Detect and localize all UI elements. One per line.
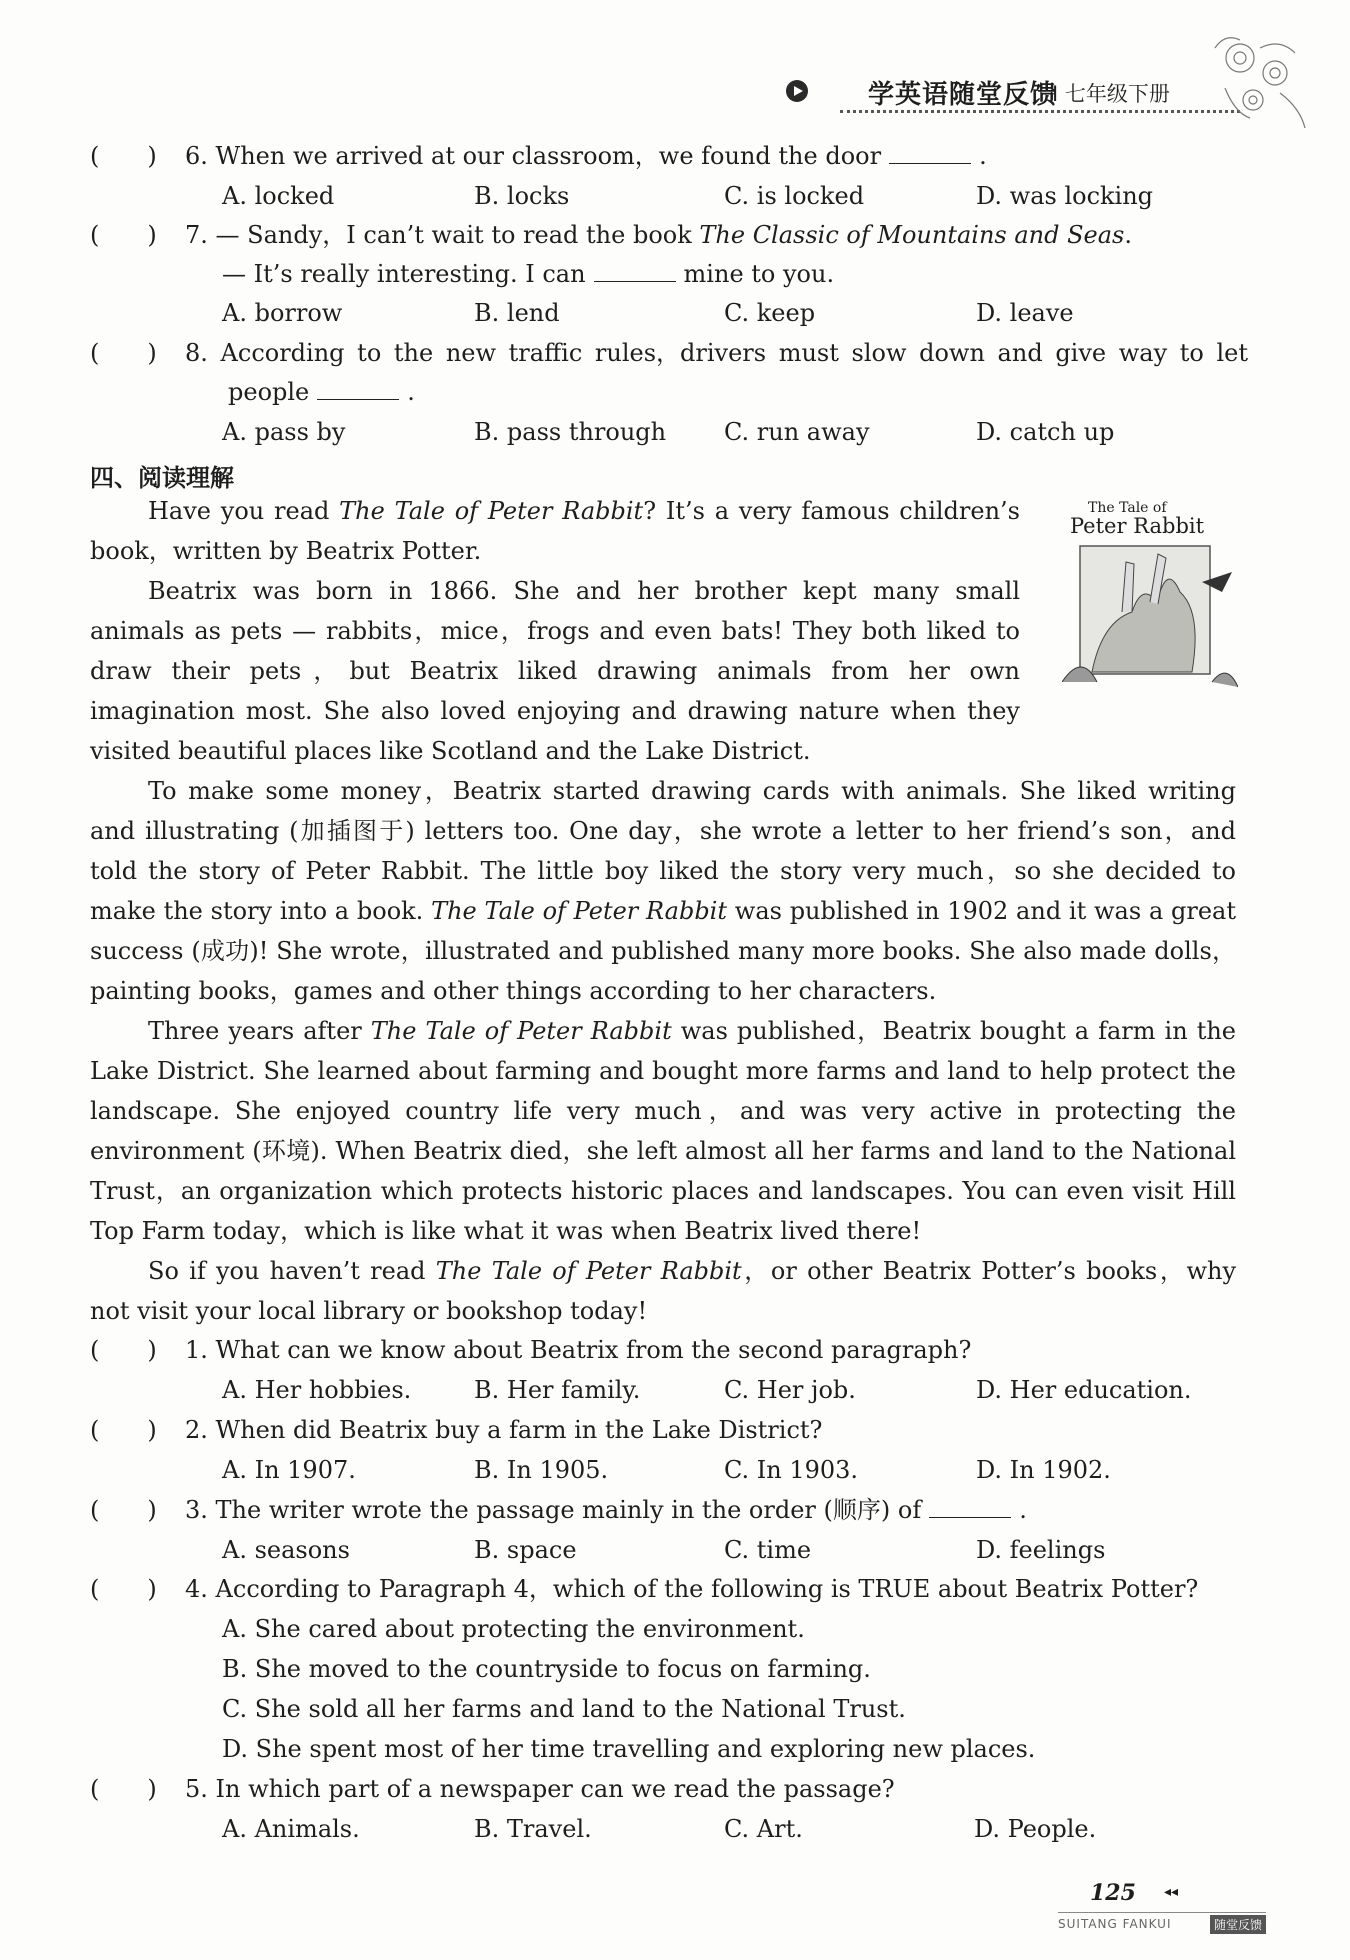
option[interactable]: D. was locking — [976, 182, 1154, 210]
answer-paren[interactable]: ( ) — [90, 142, 157, 170]
answer-paren[interactable]: ( ) — [90, 1336, 157, 1364]
option[interactable]: D. In 1902. — [976, 1456, 1111, 1484]
passage-paragraph-1: Have you read The Tale of Peter Rabbit? It’s a very famous children’s book，written by Beatrix Potter. — [90, 497, 1020, 565]
book-title: The Tale of Peter Rabbit — [431, 897, 728, 925]
question-num: 3. — [185, 1496, 208, 1524]
answer-paren[interactable]: ( ) — [90, 1775, 157, 1803]
option[interactable]: A. She cared about protecting the environment. — [222, 1615, 805, 1643]
option[interactable]: B. Travel. — [474, 1815, 592, 1843]
option[interactable]: C. run away — [724, 418, 870, 446]
question-text: — Sandy，I can’t wait to read the book — [215, 221, 700, 249]
reply-text: — It’s really interesting. I can — [222, 260, 586, 288]
book-cover-image — [1040, 500, 1240, 696]
passage-paragraph-4: Three years after The Tale of Peter Rabbit was published，Beatrix bought a farm in the Lake District. She learned about farming and bought more farms and land to help protect the landscape. She enjoyed country life very much，and was very active in protecting the environment (环境). When Beatrix died，she left almost all her farms and land to the National Trust，an organization which protects historic places and landscapes. You can even visit Hill Top Farm today，which is like what it was when Beatrix lived there! — [90, 1017, 1236, 1245]
option[interactable]: C. keep — [724, 299, 816, 327]
book-title: The Tale of Peter Rabbit — [435, 1257, 742, 1285]
question-num: 7. — [185, 221, 208, 249]
question-num: 8. — [185, 339, 208, 367]
option[interactable]: A. pass by — [222, 418, 346, 446]
book-title: The Tale of Peter Rabbit — [370, 1017, 672, 1045]
answer-blank — [889, 141, 971, 164]
header-subtitle: I 七年级下册 — [1052, 82, 1170, 106]
option[interactable]: B. She moved to the countryside to focus on farming. — [222, 1655, 871, 1683]
book-title: The Classic of Mountains and Seas — [699, 221, 1125, 249]
question-num: 5. — [185, 1775, 208, 1803]
double-arrow-icon: ◂◂ — [1164, 1884, 1179, 1900]
option[interactable]: C. Her job. — [724, 1376, 856, 1404]
question-text: When we arrived at our classroom，we found the door — [215, 142, 882, 170]
question-text: According to the new traffic rules，drivers must slow down and give way to let — [220, 339, 1249, 367]
answer-blank — [317, 377, 399, 400]
header-divider — [840, 110, 1240, 113]
option[interactable]: A. borrow — [222, 299, 343, 327]
question-text: What can we know about Beatrix from the second paragraph? — [215, 1336, 972, 1364]
answer-paren[interactable]: ( ) — [90, 1496, 157, 1524]
passage-paragraph-5: So if you haven’t read The Tale of Peter Rabbit，or other Beatrix Potter’s books，why not visit your local library or bookshop today! — [90, 1257, 1237, 1325]
footer-brand-latin: SUITANG FANKUI — [1058, 1917, 1172, 1931]
option[interactable]: C. time — [724, 1536, 812, 1564]
option[interactable]: C. is locked — [724, 182, 865, 210]
question-text: The writer wrote the passage mainly in the order (顺序) of — [215, 1496, 922, 1524]
option[interactable]: D. catch up — [976, 418, 1115, 446]
question-text: According to Paragraph 4，which of the following is TRUE about Beatrix Potter? — [215, 1575, 1199, 1603]
option[interactable]: B. pass through — [474, 418, 667, 446]
answer-blank — [929, 1495, 1011, 1518]
question-num: 1. — [185, 1336, 208, 1364]
passage-paragraph-3: To make some money，Beatrix started drawing cards with animals. She liked writing and illustrating (加插图于) letters too. One day，she wrote a letter to her friend’s son，and told the story of Peter Rabbit. The little boy liked the story very much，so she decided to make the story into a book. The Tale of Peter Rabbit was published in 1902 and it was a great success (成功)! She wrote，illustrated and published many more books. She also made dolls，painting books，games and other things according to her characters. — [90, 777, 1236, 1005]
option[interactable]: D. feelings — [976, 1536, 1106, 1564]
flower-ornament-icon — [1205, 28, 1315, 138]
option[interactable]: B. In 1905. — [474, 1456, 609, 1484]
answer-paren[interactable]: ( ) — [90, 221, 157, 249]
section-title: 四、阅读理解 — [90, 464, 234, 492]
answer-paren[interactable]: ( ) — [90, 1416, 157, 1444]
answer-blank — [594, 259, 676, 282]
option[interactable]: A. Animals. — [222, 1815, 360, 1843]
option[interactable]: D. She spent most of her time travelling and exploring new places. — [222, 1735, 1036, 1763]
option[interactable]: D. People. — [974, 1815, 1097, 1843]
rabbit-illustration-icon — [1062, 542, 1238, 692]
option[interactable]: C. She sold all her farms and land to the National Trust. — [222, 1695, 906, 1723]
option[interactable]: C. Art. — [724, 1815, 803, 1843]
option[interactable]: B. space — [474, 1536, 577, 1564]
page-header — [780, 70, 1240, 110]
option[interactable]: D. Her education. — [976, 1376, 1192, 1404]
answer-paren[interactable]: ( ) — [90, 339, 157, 367]
footer-brand — [1058, 1912, 1266, 1935]
answer-paren[interactable]: ( ) — [90, 1575, 157, 1603]
option[interactable]: B. Her family. — [474, 1376, 641, 1404]
option[interactable]: C. In 1903. — [724, 1456, 859, 1484]
option[interactable]: D. leave — [976, 299, 1074, 327]
question-num: 2. — [185, 1416, 208, 1444]
footer-brand-tag: 随堂反馈 — [1210, 1915, 1266, 1934]
option[interactable]: B. locks — [474, 182, 570, 210]
play-icon — [786, 80, 808, 102]
book-title: The Tale of Peter Rabbit — [339, 497, 644, 525]
option[interactable]: A. locked — [222, 182, 335, 210]
option[interactable]: B. lend — [474, 299, 560, 327]
question-num: 4. — [185, 1575, 208, 1603]
question-num: 6. — [185, 142, 208, 170]
header-title: 学英语随堂反馈 — [868, 80, 1058, 110]
option[interactable]: A. Her hobbies. — [222, 1376, 412, 1404]
book-cover-title: Peter Rabbit — [1070, 514, 1205, 538]
question-text: In which part of a newspaper can we read the passage? — [215, 1775, 895, 1803]
question-text: When did Beatrix buy a farm in the Lake District? — [215, 1416, 823, 1444]
passage-paragraph-2: Beatrix was born in 1866. She and her brother kept many small animals as pets — rabbits，mice，frogs and even bats! They both liked to draw their pets，but Beatrix liked drawing animals from her own imagination most. She also loved enjoying and drawing nature when they visited beautiful places like Scotland and the Lake District. — [90, 577, 1020, 765]
option[interactable]: A. In 1907. — [222, 1456, 356, 1484]
option[interactable]: A. seasons — [222, 1536, 350, 1564]
page-number: 125 — [1090, 1880, 1136, 1906]
book-cover-small-title: The Tale of — [1088, 500, 1167, 516]
